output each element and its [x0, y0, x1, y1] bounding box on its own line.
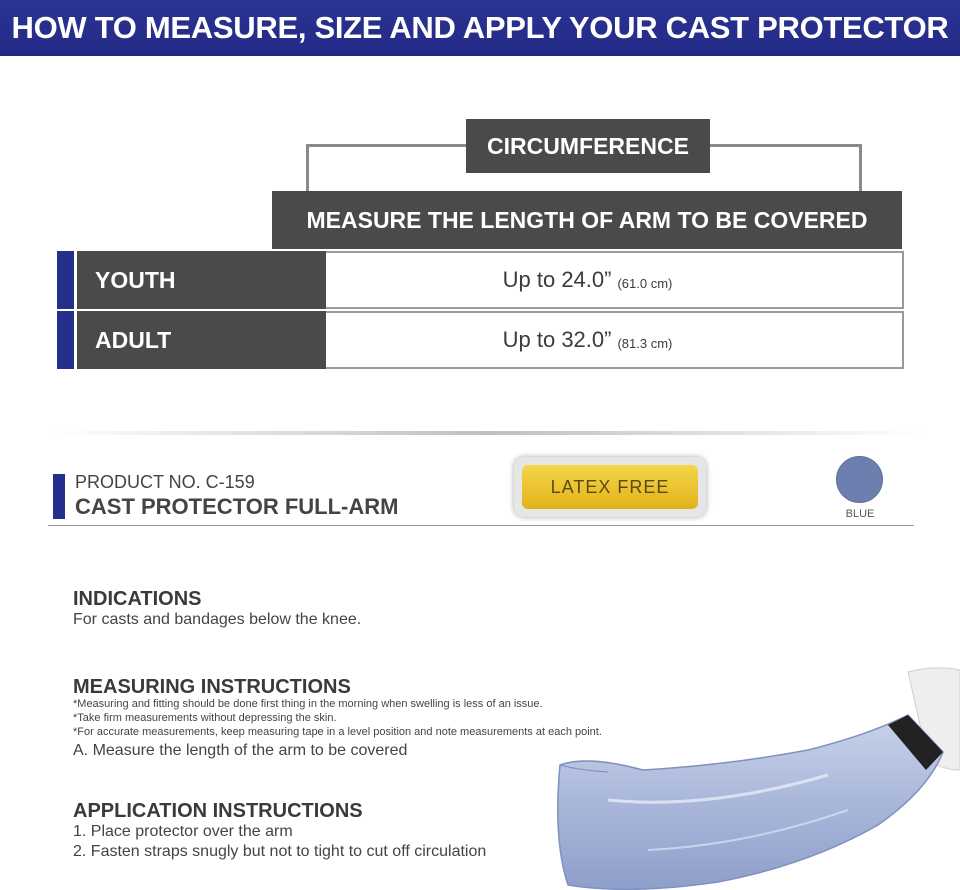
size-name: YOUTH [77, 251, 326, 309]
size-value-imperial: Up to 24.0” [502, 267, 612, 292]
application-title: APPLICATION INSTRUCTIONS [73, 800, 363, 822]
arm-protector-image [548, 660, 960, 890]
application-step: 2. Fasten straps snugly but not to tight to cut off circulation [73, 843, 487, 860]
measuring-note: *Measuring and fitting should be done first thing in the morning when swelling is less of an issue. [73, 698, 543, 710]
product-name: CAST PROTECTOR FULL-ARM [75, 494, 399, 519]
row-accent [57, 251, 74, 309]
size-value [271, 251, 904, 309]
indications-text: For casts and bandages below the knee. [73, 611, 362, 628]
product-accent-bar [53, 474, 65, 519]
measuring-step: A. Measure the length of the arm to be covered [73, 742, 408, 759]
measuring-title: MEASURING INSTRUCTIONS [73, 676, 351, 698]
product-underline [48, 525, 914, 526]
size-row-adult [57, 311, 904, 369]
row-accent [57, 311, 74, 369]
latex-free-badge [514, 457, 706, 517]
measuring-note: *For accurate measurements, keep measuring tape in a level position and note measurements at each point. [73, 726, 602, 738]
size-value [271, 311, 904, 369]
header-banner [0, 0, 960, 56]
circumference-label: CIRCUMFERENCE [466, 119, 710, 173]
color-swatch-label: BLUE [845, 508, 875, 520]
measure-header: MEASURE THE LENGTH OF ARM TO BE COVERED [272, 191, 902, 249]
application-step: 1. Place protector over the arm [73, 823, 293, 840]
size-row-youth [57, 251, 904, 309]
section-divider [48, 431, 928, 435]
size-value-metric: (61.0 cm) [617, 275, 673, 291]
latex-free-label: LATEX FREE [522, 465, 698, 509]
measuring-note: *Take firm measurements without depressing the skin. [73, 712, 337, 724]
page-title: HOW TO MEASURE, SIZE AND APPLY YOUR CAST PROTECTOR [11, 10, 949, 45]
color-swatch [836, 456, 883, 503]
size-name: ADULT [77, 311, 326, 369]
size-value-imperial: Up to 32.0” [502, 327, 612, 352]
size-value-metric: (81.3 cm) [617, 335, 673, 351]
indications-title: INDICATIONS [73, 588, 202, 610]
product-number: PRODUCT NO. C-159 [75, 472, 255, 492]
